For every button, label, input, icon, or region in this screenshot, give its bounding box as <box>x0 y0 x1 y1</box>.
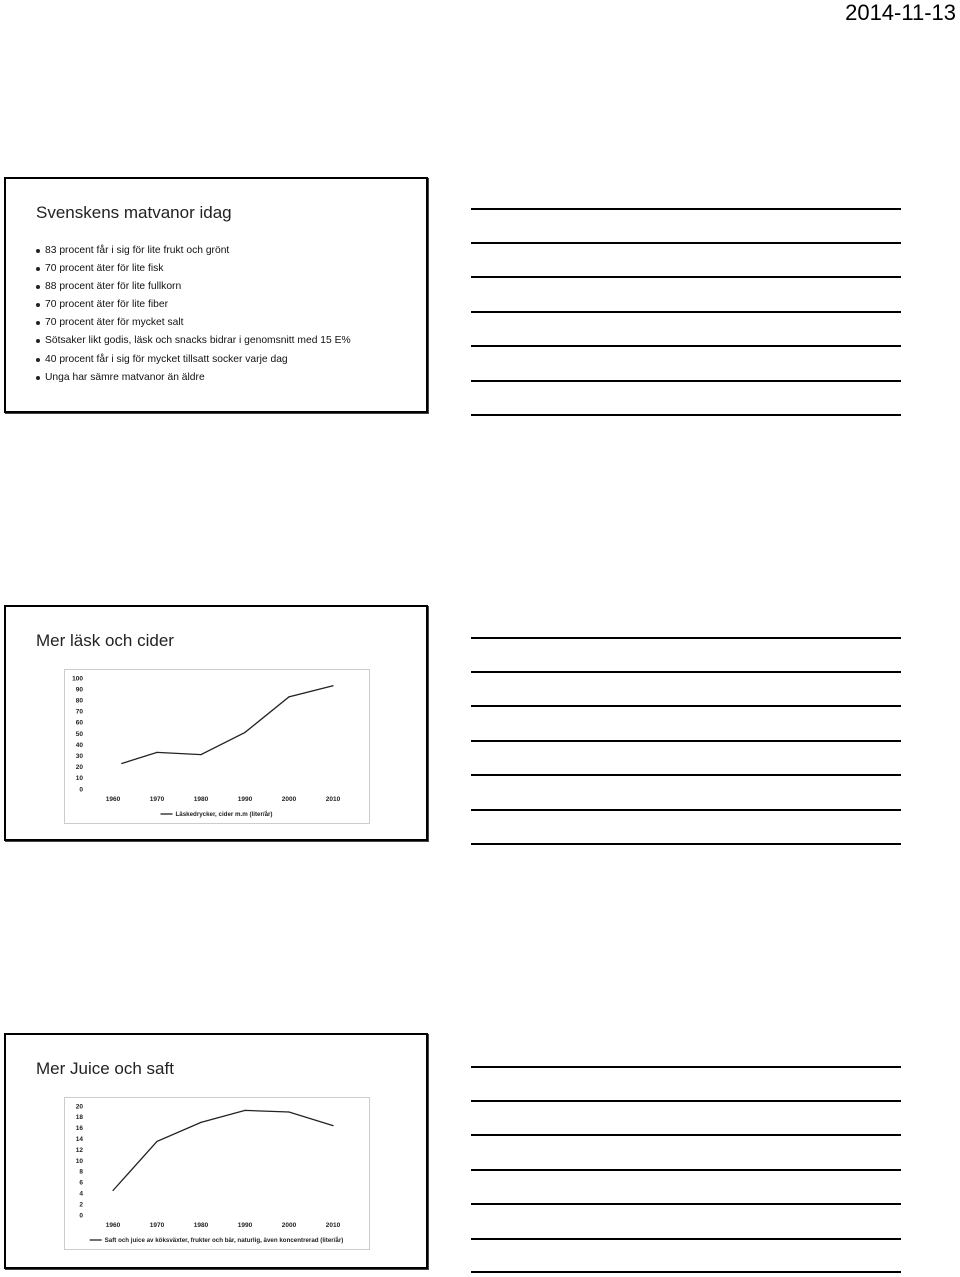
note-line <box>471 1100 901 1102</box>
note-line <box>471 311 901 313</box>
bullet-item: 70 procent äter för lite fisk <box>36 260 351 278</box>
note-line <box>471 414 901 416</box>
x-tick-label: 2000 <box>281 1222 297 1229</box>
x-tick-label: 2010 <box>325 796 341 803</box>
note-line <box>471 705 901 707</box>
bullet-item: 70 procent äter för mycket salt <box>36 314 351 332</box>
data-point <box>332 685 333 686</box>
note-line <box>471 345 901 347</box>
y-tick-label: 2 <box>79 1201 83 1209</box>
series-line <box>122 686 333 764</box>
x-tick-label: 1990 <box>237 1222 253 1229</box>
data-point <box>332 1125 333 1126</box>
x-tick-label: 1980 <box>193 796 209 803</box>
y-tick-label: 50 <box>75 730 83 738</box>
note-line <box>471 637 901 639</box>
y-tick-label: 10 <box>75 1157 83 1165</box>
y-tick-label: 14 <box>75 1136 83 1143</box>
y-tick-label: 30 <box>75 753 83 760</box>
slide-title: Mer Juice och saft <box>36 1059 174 1078</box>
note-line <box>471 1134 901 1136</box>
y-tick-label: 10 <box>75 775 83 783</box>
y-tick-label: 20 <box>75 764 83 772</box>
data-point <box>244 1110 245 1111</box>
y-tick-label: 12 <box>75 1146 83 1154</box>
data-point <box>288 696 289 697</box>
note-line <box>471 1066 901 1068</box>
slide-1 <box>4 177 428 413</box>
slide-title: Svenskens matvanor idag <box>36 203 232 222</box>
bullet-item: 40 procent får i sig för mycket tillsatt socker varje dag <box>36 351 351 369</box>
data-point <box>156 752 157 753</box>
bullet-item: 70 procent äter för lite fiber <box>36 296 351 314</box>
note-line <box>471 276 901 278</box>
data-point <box>200 754 201 755</box>
x-tick-label: 1970 <box>149 796 165 803</box>
slide-title: Mer läsk och cider <box>36 631 174 650</box>
data-point <box>156 1141 157 1142</box>
data-point <box>288 1111 289 1112</box>
x-tick-label: 2000 <box>281 796 297 803</box>
note-line <box>471 809 901 811</box>
y-tick-label: 90 <box>75 686 83 694</box>
data-point <box>200 1122 201 1123</box>
note-line <box>471 774 901 776</box>
data-point <box>244 732 245 733</box>
line-chart <box>65 670 369 823</box>
note-line <box>471 242 901 244</box>
note-line <box>471 380 901 382</box>
legend-label: Läskedrycker, cider m.m (liter/år) <box>175 811 273 818</box>
line-chart <box>65 1098 369 1249</box>
note-line <box>471 1238 901 1240</box>
note-line <box>471 843 901 845</box>
y-tick-label: 0 <box>79 786 83 794</box>
note-line <box>471 671 901 673</box>
note-line <box>471 1203 901 1205</box>
slide-3 <box>4 1033 428 1269</box>
series-line <box>113 1110 333 1190</box>
y-tick-label: 60 <box>75 719 83 727</box>
note-line <box>471 740 901 742</box>
y-tick-label: 8 <box>79 1168 83 1176</box>
x-tick-label: 2010 <box>325 1222 341 1229</box>
y-tick-label: 4 <box>79 1190 83 1198</box>
data-point <box>112 1190 113 1191</box>
y-tick-label: 20 <box>75 1103 83 1111</box>
y-tick-label: 70 <box>75 708 83 716</box>
y-tick-label: 100 <box>72 675 83 683</box>
y-tick-label: 80 <box>75 697 83 705</box>
x-tick-label: 1960 <box>105 1222 121 1229</box>
chart-lask-cider <box>64 669 370 824</box>
data-point <box>121 763 122 764</box>
legend-label: Saft och juice av köksväxter, frukter och bär, naturlig, även koncentrerad (liter/år) <box>104 1237 344 1244</box>
bullet-list <box>36 242 351 387</box>
y-tick-label: 6 <box>79 1179 83 1187</box>
bullet-item: 83 procent får i sig för lite frukt och grönt <box>36 242 351 260</box>
y-tick-label: 40 <box>75 741 83 749</box>
note-line <box>471 1271 901 1273</box>
x-tick-label: 1990 <box>237 796 253 803</box>
bullet-item: 88 procent äter för lite fullkorn <box>36 278 351 296</box>
x-tick-label: 1960 <box>105 796 121 803</box>
y-tick-label: 16 <box>75 1125 83 1133</box>
y-tick-label: 18 <box>75 1114 83 1122</box>
bullet-item: Unga har sämre matvanor än äldre <box>36 369 351 387</box>
y-tick-label: 0 <box>79 1212 83 1220</box>
note-line <box>471 208 901 210</box>
note-line <box>471 1169 901 1171</box>
x-tick-label: 1980 <box>193 1222 209 1229</box>
slide-2 <box>4 605 428 841</box>
x-tick-label: 1970 <box>149 1222 165 1229</box>
chart-juice-saft <box>64 1097 370 1250</box>
page-date: 2014-11-13 <box>845 0 956 25</box>
bullet-item: Sötsaker likt godis, läsk och snacks bidrar i genomsnitt med 15 E% <box>36 332 351 350</box>
